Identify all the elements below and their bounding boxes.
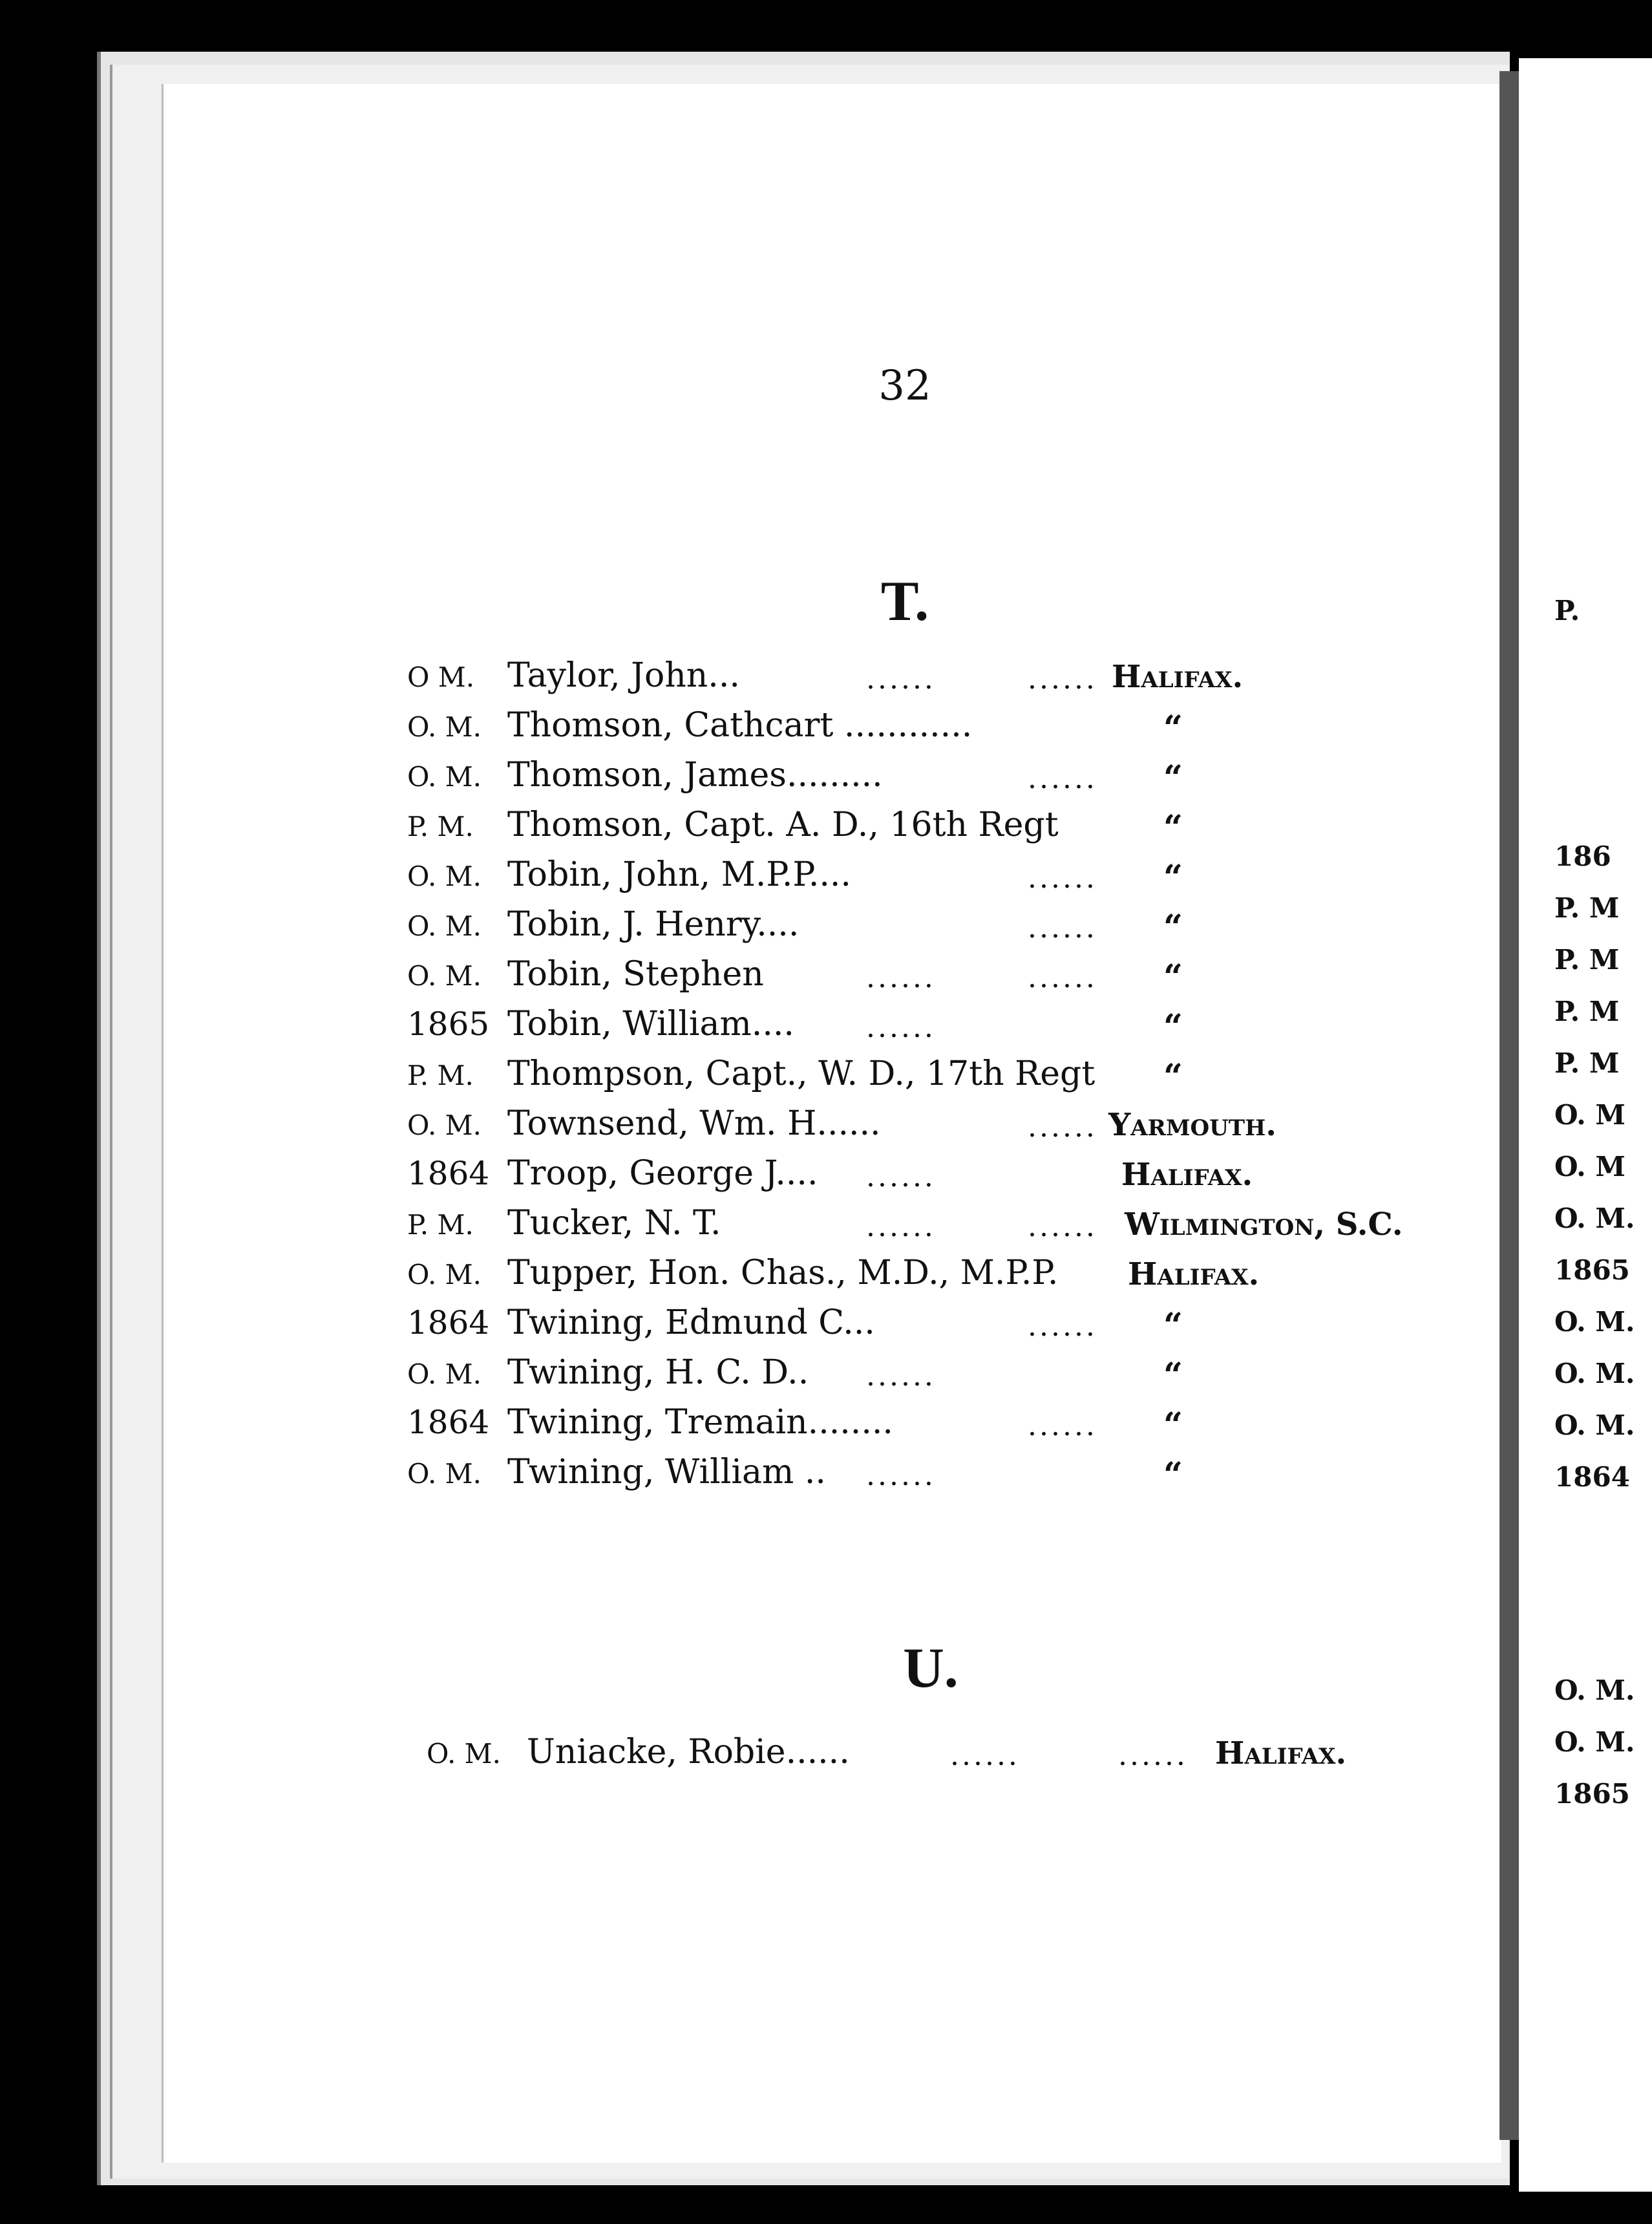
list-item bbox=[427, 1733, 850, 1783]
leader-dots: ...... bbox=[1118, 1739, 1188, 1772]
entry-prefix: O. M. bbox=[407, 960, 482, 992]
ditto-mark: “ bbox=[1163, 908, 1183, 947]
book-gutter bbox=[1499, 71, 1519, 2140]
entry-prefix: P. M. bbox=[407, 1209, 474, 1241]
list-item bbox=[407, 806, 1059, 856]
section-letter-u: U. bbox=[903, 1637, 958, 1700]
next-page-fragment: 1864 bbox=[1554, 1461, 1630, 1493]
leader-dots: ...... bbox=[866, 1210, 936, 1243]
entry-prefix: O. M. bbox=[407, 761, 482, 793]
list-item bbox=[407, 905, 799, 956]
entry-prefix: 1864 bbox=[407, 1304, 490, 1342]
section-letter-t: T. bbox=[880, 570, 929, 633]
leader-dots: ...... bbox=[1028, 862, 1097, 895]
entry-prefix: 1865 bbox=[407, 1005, 490, 1043]
entry-prefix: P. M. bbox=[407, 1060, 474, 1091]
entry-place: Halifax. bbox=[1121, 1157, 1253, 1193]
ditto-mark: “ bbox=[1163, 1057, 1183, 1096]
leader-dots: ...... bbox=[866, 663, 936, 696]
entry-name: Tobin, Stephen bbox=[507, 955, 764, 994]
leader-dots: ...... bbox=[1028, 912, 1097, 945]
entry-prefix: 1864 bbox=[407, 1404, 490, 1441]
next-page-fragment: O. M. bbox=[1554, 1674, 1635, 1706]
ditto-mark: “ bbox=[1163, 858, 1183, 897]
list-item bbox=[407, 855, 851, 906]
list-item bbox=[407, 955, 764, 1005]
entry-name: Twining, Edmund C... bbox=[507, 1303, 875, 1342]
next-page-fragment: P. M bbox=[1554, 1047, 1620, 1079]
entry-prefix: O. M. bbox=[407, 1109, 482, 1141]
list-item bbox=[407, 1254, 1058, 1304]
entry-prefix: O. M. bbox=[407, 861, 482, 892]
ditto-mark: “ bbox=[1163, 1356, 1183, 1395]
entry-prefix: P. M. bbox=[407, 811, 474, 842]
next-page-fragment: O. M. bbox=[1554, 1409, 1635, 1441]
list-item bbox=[407, 1154, 818, 1204]
ditto-mark: “ bbox=[1163, 1455, 1183, 1495]
entry-prefix: 1864 bbox=[407, 1155, 490, 1192]
list-item bbox=[407, 706, 972, 756]
next-page-fragment: 1865 bbox=[1554, 1254, 1630, 1286]
leader-dots: ...... bbox=[866, 1360, 936, 1393]
list-item bbox=[407, 656, 740, 707]
entry-name: Tucker, N. T. bbox=[507, 1204, 721, 1243]
leader-dots: ...... bbox=[950, 1739, 1020, 1772]
entry-name: Twining, Tremain........ bbox=[507, 1403, 893, 1442]
entry-prefix: O. M. bbox=[407, 1259, 482, 1290]
ditto-mark: “ bbox=[1163, 758, 1183, 798]
list-item bbox=[407, 1104, 881, 1155]
leader-dots: ...... bbox=[1028, 1310, 1097, 1343]
entry-place: Yarmouth. bbox=[1108, 1107, 1276, 1143]
next-page-fragment: O. M. bbox=[1554, 1726, 1635, 1758]
entry-prefix: O. M. bbox=[407, 711, 482, 743]
entry-name: Tobin, William.... bbox=[507, 1005, 794, 1043]
entry-name: Thomson, Capt. A. D., 16th Regt bbox=[507, 806, 1059, 844]
entry-name: Thompson, Capt., W. D., 17th Regt bbox=[507, 1054, 1096, 1093]
next-page-fragment: O. M. bbox=[1554, 1306, 1635, 1338]
list-item bbox=[407, 1303, 875, 1354]
leader-dots: ...... bbox=[866, 1459, 936, 1492]
next-page-fragment: O. M bbox=[1554, 1099, 1626, 1131]
ditto-mark: “ bbox=[1163, 957, 1183, 997]
entry-name: Twining, William .. bbox=[507, 1453, 826, 1492]
entry-place: Halifax. bbox=[1112, 659, 1244, 695]
entry-prefix: O. M. bbox=[407, 910, 482, 942]
leader-dots: ...... bbox=[1028, 1210, 1097, 1243]
next-page-fragment: P. M bbox=[1554, 892, 1620, 924]
ditto-mark: “ bbox=[1163, 709, 1183, 748]
list-item bbox=[407, 756, 883, 806]
leader-dots: ...... bbox=[866, 1160, 936, 1193]
entry-name: Tobin, J. Henry.... bbox=[507, 905, 800, 944]
next-page-fragment: P. bbox=[1554, 595, 1580, 626]
ditto-mark: “ bbox=[1163, 808, 1183, 848]
leader-dots: ...... bbox=[1028, 1111, 1097, 1144]
next-page-fragment: P. M bbox=[1554, 944, 1620, 976]
entry-name: Thomson, James......... bbox=[507, 756, 883, 795]
list-item bbox=[407, 1005, 794, 1055]
leader-dots: ...... bbox=[1028, 1409, 1097, 1442]
list-item bbox=[407, 1353, 809, 1404]
leader-dots: ...... bbox=[866, 1011, 936, 1044]
ditto-mark: “ bbox=[1163, 1007, 1183, 1047]
entry-prefix: O. M. bbox=[427, 1738, 502, 1770]
list-item bbox=[407, 1403, 893, 1453]
entry-name: Tobin, John, M.P.P.... bbox=[507, 855, 851, 894]
ditto-mark: “ bbox=[1163, 1406, 1183, 1445]
next-page-fragment: 1865 bbox=[1554, 1778, 1630, 1810]
next-page-fragment: O. M. bbox=[1554, 1203, 1635, 1234]
leader-dots: ...... bbox=[1028, 961, 1097, 994]
next-page-fragment: 186 bbox=[1554, 840, 1611, 872]
entry-prefix: O M. bbox=[407, 661, 475, 693]
entry-name: Townsend, Wm. H...... bbox=[507, 1104, 881, 1143]
leader-dots: ...... bbox=[1028, 762, 1097, 795]
entry-name: Troop, George J.... bbox=[507, 1154, 818, 1193]
entry-place: Halifax. bbox=[1215, 1735, 1347, 1771]
entry-name: Tupper, Hon. Chas., M.D., M.P.P. bbox=[507, 1254, 1059, 1292]
next-page-fragment: P. M bbox=[1554, 996, 1620, 1027]
leader-dots: ...... bbox=[866, 961, 936, 994]
entry-place: Wilmington, S.C. bbox=[1125, 1206, 1403, 1243]
entry-name: Taylor, John... bbox=[507, 656, 740, 695]
next-page-fragment: O. M. bbox=[1554, 1358, 1635, 1389]
page-number: 32 bbox=[878, 362, 931, 410]
list-item bbox=[407, 1453, 826, 1503]
entry-name: Uniacke, Robie...... bbox=[527, 1733, 850, 1771]
list-item bbox=[407, 1054, 1095, 1105]
entry-name: Thomson, Cathcart ............ bbox=[507, 706, 973, 745]
next-page-fragment: O. M bbox=[1554, 1151, 1626, 1182]
entry-prefix: O. M. bbox=[407, 1358, 482, 1390]
leader-dots: ...... bbox=[1028, 663, 1097, 696]
ditto-mark: “ bbox=[1163, 1306, 1183, 1345]
list-item bbox=[407, 1204, 721, 1254]
entry-place: Halifax. bbox=[1128, 1256, 1260, 1292]
entry-name: Twining, H. C. D.. bbox=[507, 1353, 809, 1392]
entry-prefix: O. M. bbox=[407, 1458, 482, 1490]
